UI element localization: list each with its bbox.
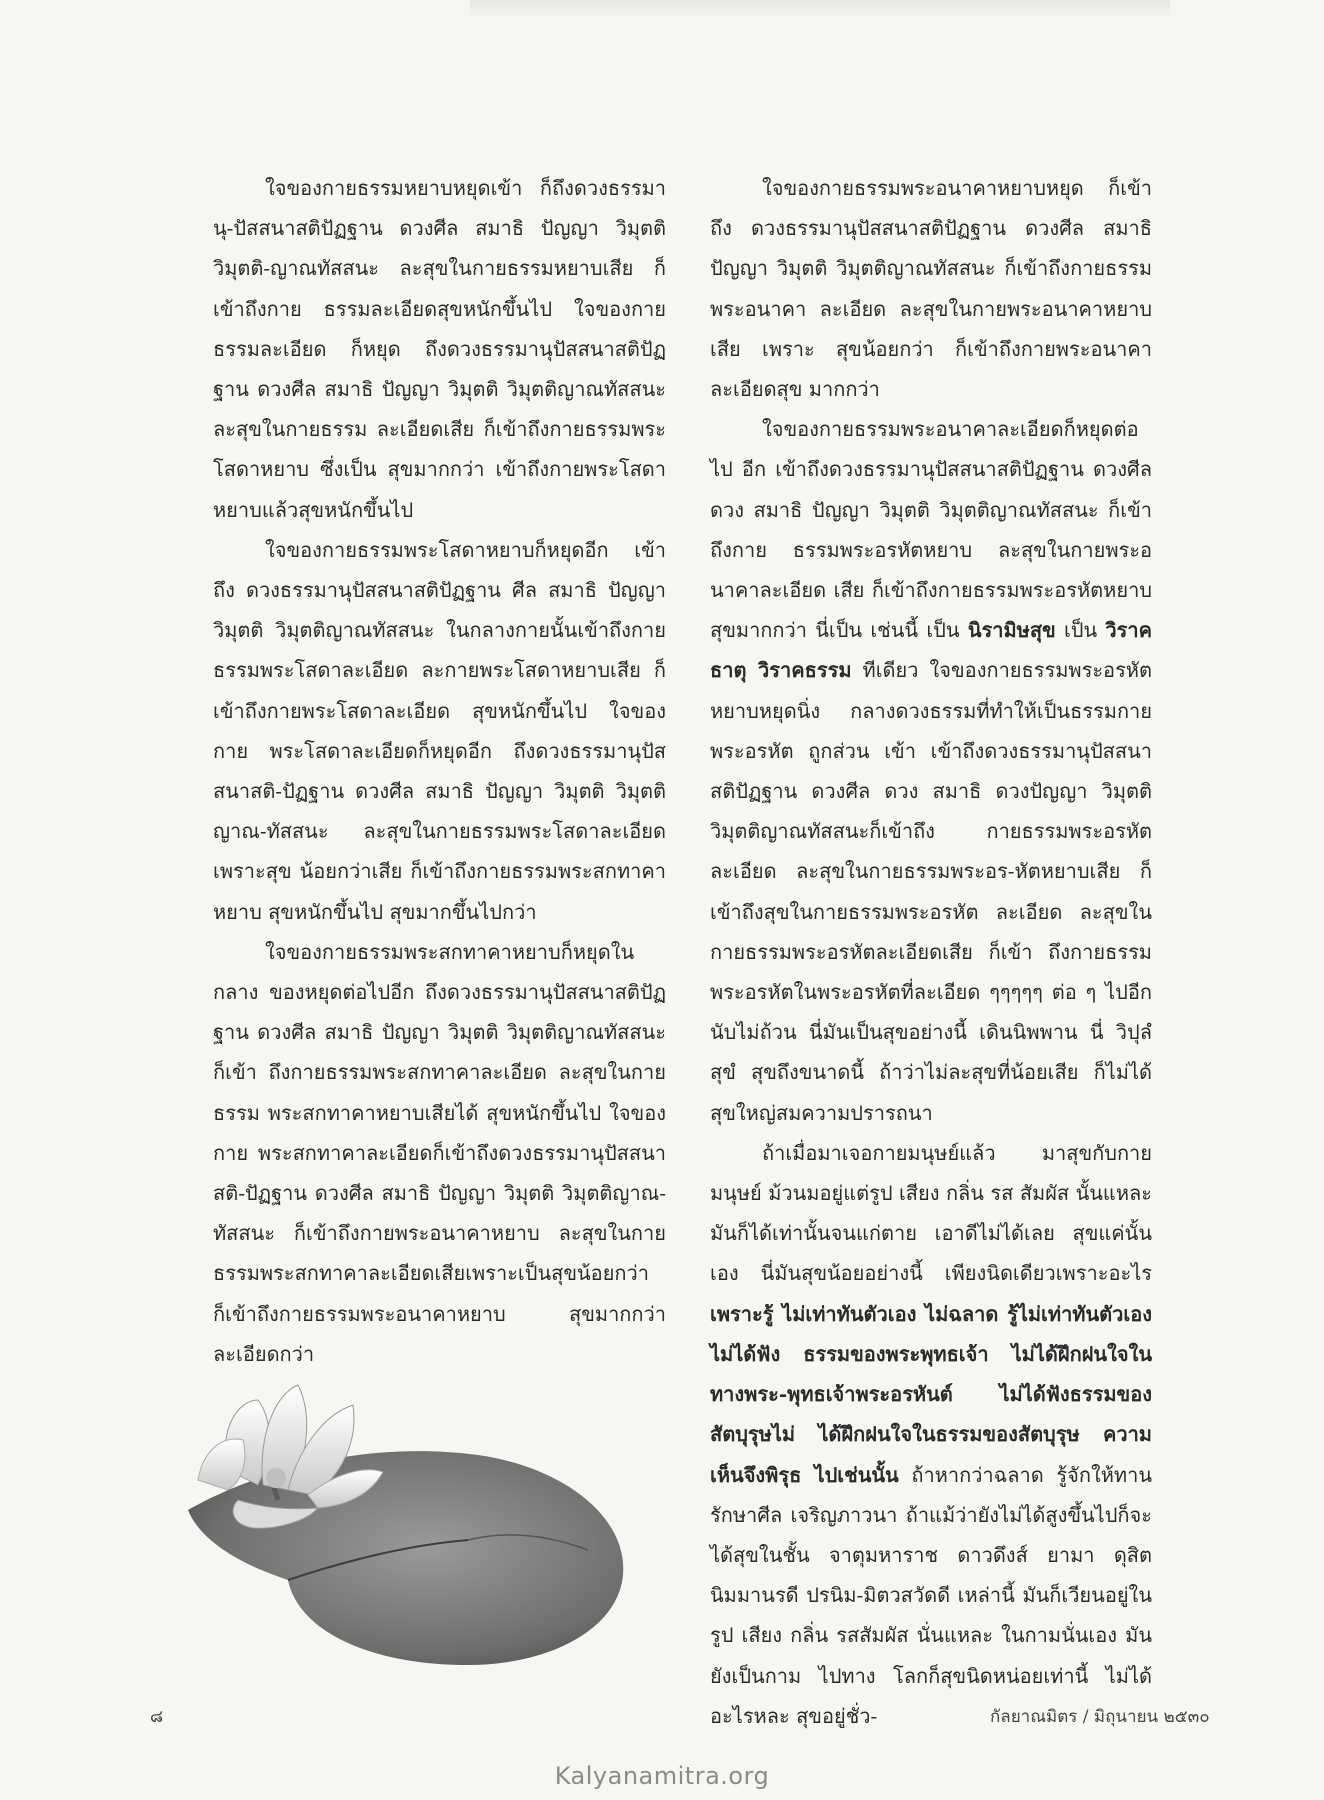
p3-text-a: ถ้าเมื่อมาเจอกายมนุษย์แล้ว มาสุขกับกาย มนุษย์ ม้วนมอยู่แต่รูป เสียง กลิ่น รส สัมผัส นั้นแหละ มันก็ได้เท่านั้นจนแก่ตาย เอาดีไม่ได้เลย สุขแค่นั้นเอง นี่มันสุขน้อยอย่างนี้ เพียงนิดเดียวเพราะอะไร (710, 1140, 1152, 1286)
right-paragraph-3 (710, 1133, 1152, 1736)
right-column (710, 168, 1152, 1736)
right-paragraph-1: ใจของกายธรรมพระอนาคาหยาบหยุด ก็เข้าถึง ดวงธรรมานุปัสสนาสติปัฏฐาน ดวงศีล สมาธิ ปัญญา วิมุตติ วิมุตติญาณทัสสนะ ก็เข้าถึงกายธรรมพระอนาคา ละเอียด ละสุขในกายพระอนาคาหยาบเสีย เพราะ สุขน้อยกว่า ก็เข้าถึงกายพระอนาคาละเอียดสุข มากกว่า (710, 176, 1152, 402)
p3-bold-text: เพราะรู้ ไม่เท่าทันตัวเอง ไม่ฉลาด รู้ไม่เท่าทันตัวเอง ไม่ได้ฟัง ธรรมของพระพุทธเจ้า ไม่ได้ฝึกฝนใจในทางพระ-พุทธเจ้าพระอรหันต์ ไม่ได้ฟังธรรมของสัตบุรุษไม่ ได้ฝึกฝนใจในธรรมของสัตบุรุษ ความเห็นจึงพิรุธ ไปเช่นนั้น (710, 1301, 1152, 1487)
left-column (213, 168, 666, 1374)
watermark: Kalyanamitra.org (554, 1762, 770, 1790)
right-paragraph-2 (710, 409, 1152, 1133)
left-paragraph-3: ใจของกายธรรมพระสกทาคาหยาบก็หยุดในกลาง ของหยุดต่อไปอีก ถึงดวงธรรมานุปัสสนาสติปัฏฐาน ดวงศีล สมาธิ ปัญญา วิมุตติ วิมุตติญาณทัสสนะ ก็เข้า ถึงกายธรรมพระสกทาคาละเอียด ละสุขในกายธรรม พระสกทาคาหยาบเสียได้ สุขหนักขึ้นไป ใจของกาย พระสกทาคาละเอียดก็เข้าถึงดวงธรรมานุปัสสนาสติ-ปัฏฐาน ดวงศีล สมาธิ ปัญญา วิมุตติ วิมุตติญาณ-ทัสสนะ ก็เข้าถึงกายพระอนาคาหยาบ ละสุขในกาย ธรรมพระสกทาคาละเอียดเสียเพราะเป็นสุขน้อยกว่า ก็เข้าถึงกายธรรมพระอนาคาหยาบ สุขมากกว่า ละเอียดกว่า (213, 939, 666, 1366)
p2-text-c: เป็น (1055, 618, 1106, 643)
lotus-icon (168, 1360, 638, 1670)
p2-text-d: ทีเดียว ใจของกายธรรมพระอรหัตหยาบหยุดนิ่ง กลางดวงธรรมที่ทำให้เป็นธรรมกายพระอรหัต ถูกส่วน เข้า เข้าถึงดวงธรรมานุปัสสนาสติปัฏฐาน ดวงศีล ดวง สมาธิ ดวงปัญญา วิมุตติ วิมุตติญาณทัสสนะก็เข้าถึง กายธรรมพระอรหัตละเอียด ละสุขในกายธรรมพระอร-หัตหยาบเสีย ก็เข้าถึงสุขในกายธรรมพระอรหัต ละเอียด ละสุขในกายธรรมพระอรหัตละเอียดเสีย ก็เข้า ถึงกายธรรมพระอรหัตในพระอรหัตที่ละเอียด ๆๆๆๆๆ ต่อ ๆ ไปอีกนับไม่ถ้วน นี่มันเป็นสุขอย่างนี้ เดินนิพพาน นี่ วิปุลํ สุขํ สุขถึงขนาดนี้ ถ้าว่าไม่ละสุขที่น้อยเสีย ก็ไม่ได้ สุขใหญ่สมความปรารถนา (710, 658, 1152, 1125)
p3-text-c: ถ้าหากว่าฉลาด รู้จักให้ทานรักษาศีล เจริญภาวนา ถ้าแม้ว่ายังไม่ได้สูงขึ้นไปก็จะได้สุขในชั้น จาตุมหาราช ดาวดึงส์ ยามา ดุสิต นิมมานรดี ปรนิม-มิตวสวัดดี เหล่านี้ มันก็เวียนอยู่ในรูป เสียง กลิ่น รสสัมผัส นั่นแหละ ในกามนั่นเอง มันยังเป็นกาม ไปทาง โลกก็สุขนิดหน่อยเท่านี้ ไม่ได้อะไรหละ สุขอยู่ชั่ว- (710, 1462, 1152, 1728)
publication-footer: กัลยาณมิตร / มิถุนายน ๒๕๓๐ (990, 1707, 1210, 1727)
p2-bold-term-2: วิราคธาตุ วิราคธรรม (710, 618, 1152, 683)
page-number: ๘ (150, 1707, 164, 1727)
scan-smudge (470, 0, 1170, 18)
p2-text-a: ใจของกายธรรมพระอนาคาละเอียดก็หยุดต่อไป อีก เข้าถึงดวงธรรมานุปัสสนาสติปัฏฐาน ดวงศีล ดวง สมาธิ ปัญญา วิมุตติ วิมุตติญาณทัสสนะ ก็เข้าถึงกาย ธรรมพระอรหัตหยาบ ละสุขในกายพระอนาคาละเอียด เสีย ก็เข้าถึงกายธรรมพระอรหัตหยาบ สุขมากกว่า นี่เป็น เช่นนี้ เป็น (710, 417, 1152, 643)
left-paragraph-2: ใจของกายธรรมพระโสดาหยาบก็หยุดอีก เข้าถึง ดวงธรรมานุปัสสนาสติปัฏฐาน ศีล สมาธิ ปัญญา วิมุตติ วิมุตติญาณทัสสนะ ในกลางกายนั้นเข้าถึงกาย ธรรมพระโสดาละเอียด ละกายพระโสดาหยาบเสีย ก็เข้าถึงกายพระโสดาละเอียด สุขหนักขึ้นไป ใจของกาย พระโสดาละเอียดก็หยุดอีก ถึงดวงธรรมานุปัสสนาสติ-ปัฏฐาน ดวงศีล สมาธิ ปัญญา วิมุตติ วิมุตติญาณ-ทัสสนะ ละสุขในกายธรรมพระโสดาละเอียด เพราะสุข น้อยกว่าเสีย ก็เข้าถึงกายธรรมพระสกทาคาหยาบ สุขหนักขึ้นไป สุขมากขึ้นไปกว่า (213, 537, 666, 924)
left-paragraph-1: ใจของกายธรรมหยาบหยุดเข้า ก็ถึงดวงธรรมานุ-ปัสสนาสติปัฏฐาน ดวงศีล สมาธิ ปัญญา วิมุตติ วิมุตติ-ญาณทัสสนะ ละสุขในกายธรรมหยาบเสีย ก็เข้าถึงกาย ธรรมละเอียดสุขหนักขึ้นไป ใจของกายธรรมละเอียด ก็หยุด ถึงดวงธรรมานุปัสสนาสติปัฏฐาน ดวงศีล สมาธิ ปัญญา วิมุตติ วิมุตติญาณทัสสนะ ละสุขในกายธรรม ละเอียดเสีย ก็เข้าถึงกายธรรมพระโสดาหยาบ ซึ่งเป็น สุขมากกว่า เข้าถึงกายพระโสดาหยาบแล้วสุขหนักขึ้นไป (213, 176, 666, 522)
p2-bold-term-1: นิรามิษสุข (967, 618, 1056, 643)
